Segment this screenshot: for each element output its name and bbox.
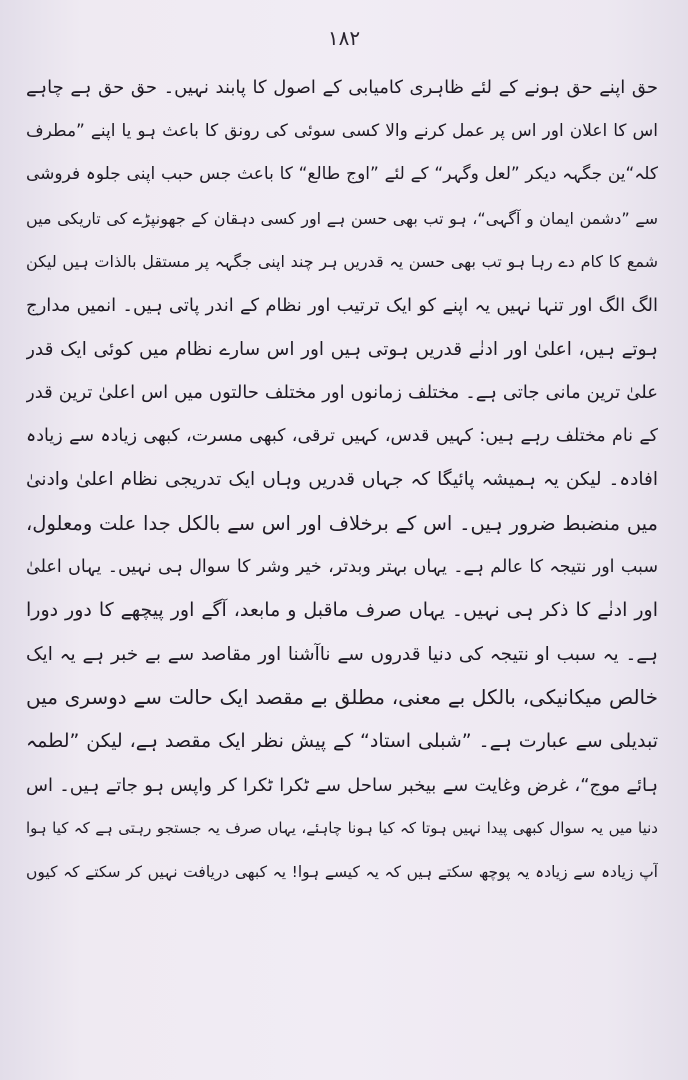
text-line: ہائے موج“، غرض وغایت سے بیخبر ساحل سے ٹکرا ٹکرا کر واپس ہو جاتے ہیں۔ اس bbox=[26, 774, 658, 796]
text-line: خالص میکانیکی، بالکل بے معنی، مطلق بے مقصد ایک حالت سے دوسری میں bbox=[26, 685, 658, 710]
text-line: حق اپنے حق ہونے کے لئے ظاہری کامیابی کے اصول کا پابند نہیں۔ حق حق ہے چاہے bbox=[26, 77, 658, 98]
text-line: آپ زیادہ سے زیادہ یہ پوچھ سکتے ہیں کہ یہ کیسے ہوا! یہ کبھی دریافت نہیں کر سکتے کہ کیوں bbox=[26, 862, 658, 881]
text-line: کلہ“ین جگہہ دیکر ”لعل وگہر“ کے لئے ”اوج طالع“ کا باعث جس حبب اپنی جلوہ فروشی bbox=[26, 164, 658, 185]
text-line: اس کا اعلان اور اس پر عمل کرنے والا کسی سوئی کی رونق کا باعث ہو یا اپنے ”مطرف bbox=[26, 120, 658, 141]
text-line: سے ”دشمن ایمان و آگہی“، ہو تب بھی حسن ہے اور کسی دہقان کے جھونپڑے کی تاریکی میں bbox=[26, 208, 658, 228]
text-line: اور ادنٰے کا ذکر ہی نہیں۔ یہاں صرف ماقبل و مابعد، آگے اور پیچھے کا دور دورا bbox=[26, 599, 658, 622]
text-line: الگ الگ اور تنہا نہیں یہ اپنے کو ایک ترتیب اور نظام کے اندر پاتی ہیں۔ انمیں مدارج bbox=[26, 294, 658, 316]
text-line: علیٰ ترین مانی جاتی ہے۔ مختلف زمانوں اور مختلف حالتوں میں اس اعلیٰ ترین قدر bbox=[26, 382, 658, 404]
text-line: افادہ۔ لیکن یہ ہمیشہ پائیگا کہ جہاں قدریں وہاں ایک تدریجی نظام اعلیٰ وادنیٰ bbox=[26, 469, 658, 491]
text-line: میں منضبط ضرور ہیں۔ اس کے برخلاف اور اس سے بالکل جدا علت ومعلول، bbox=[26, 511, 658, 535]
text-line: سبب اور نتیجہ کا عالم ہے۔ یہاں بہتر وبدتر، خیر وشر کا سوال ہی نہیں۔ یہاں اعلیٰ bbox=[26, 556, 658, 577]
page-number: ۱۸۲ bbox=[327, 26, 361, 50]
text-line: کے نام مختلف رہے ہیں: کہیں قدس، کہیں ترقی، کبھی مسرت، کبھی زیادہ سے زیادہ bbox=[26, 425, 658, 446]
text-line: دنیا میں یہ سوال کبھی پیدا نہیں ہوتا کہ کیا ہونا چاہئے، یہاں صرف یہ جستجو رہتی ہے کہ کیا ہوا bbox=[26, 819, 658, 838]
text-line: شمع کا کام دے رہا ہو تب بھی حسن یہ قدریں ہر چند اپنی جگہہ پر مستقل بالذات ہیں لیکن bbox=[26, 252, 658, 272]
text-line: تبدیلی سے عبارت ہے۔ ”شبلی استاد“ کے پیش نظر ایک مقصد ہے، لیکن ”لطمہ bbox=[26, 729, 658, 752]
body-text bbox=[26, 66, 658, 894]
text-line: ہے۔ یہ سبب او نتیجہ کی دنیا قدروں سے ناآشنا اور مقاصد سے بے خبر ہے یہ ایک bbox=[26, 643, 658, 665]
text-line: ہوتے ہیں، اعلیٰ اور ادنٰے قدریں ہوتی ہیں اور اس سارے نظام میں کوئی ایک قدر bbox=[26, 338, 658, 360]
